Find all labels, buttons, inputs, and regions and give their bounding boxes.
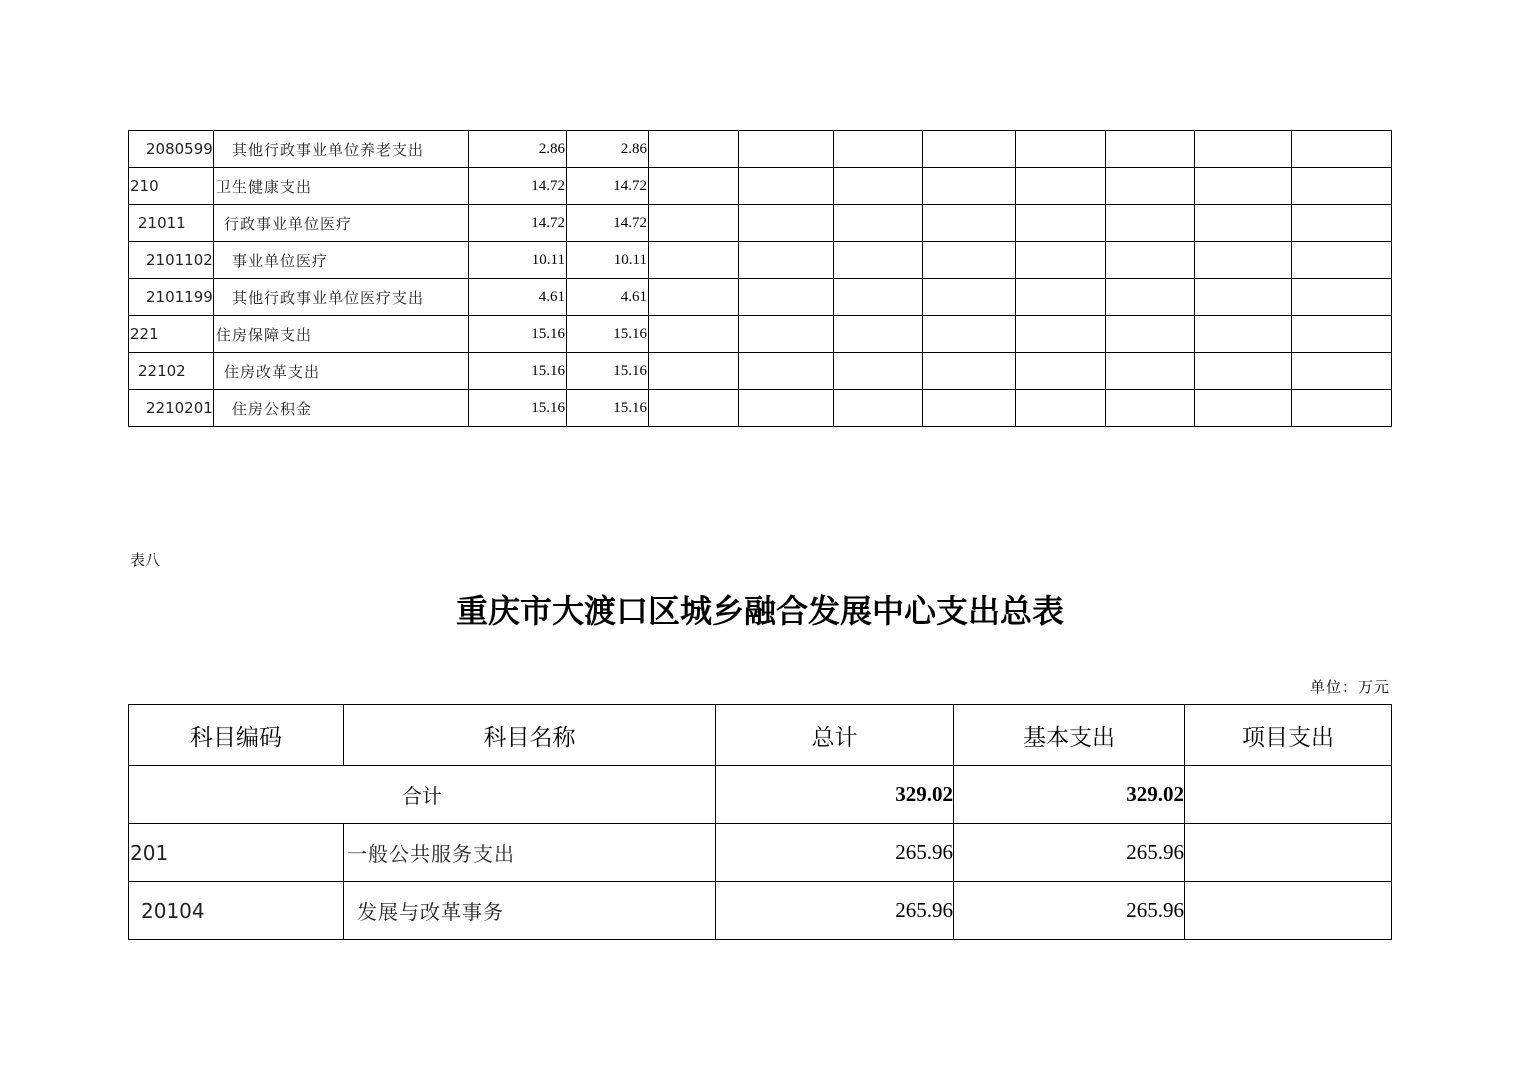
total-cell: 14.72 <box>469 168 567 205</box>
total-cell: 15.16 <box>469 353 567 390</box>
total-cell: 265.96 <box>716 882 954 940</box>
empty-cell <box>1016 168 1106 205</box>
table-row <box>129 279 1392 316</box>
subject-code-cell: 201 <box>129 824 344 882</box>
total-amount: 329.02 <box>716 766 954 824</box>
empty-cell <box>1195 168 1292 205</box>
empty-cell <box>1195 279 1292 316</box>
basic-cell: 265.96 <box>954 824 1185 882</box>
empty-cell <box>739 131 834 168</box>
empty-cell <box>649 353 739 390</box>
basic-cell: 14.72 <box>567 168 649 205</box>
project-cell <box>1185 824 1392 882</box>
empty-cell <box>1016 205 1106 242</box>
empty-cell <box>1106 168 1195 205</box>
empty-cell <box>923 242 1016 279</box>
header-row <box>129 705 1392 766</box>
empty-cell <box>1292 242 1392 279</box>
subject-name-cell: 事业单位医疗 <box>214 242 469 279</box>
basic-cell: 15.16 <box>567 390 649 427</box>
empty-cell <box>834 168 923 205</box>
total-cell: 15.16 <box>469 316 567 353</box>
basic-cell: 14.72 <box>567 205 649 242</box>
header-basic-expenditure: 基本支出 <box>954 705 1185 766</box>
subject-code-cell: 2101199 <box>129 279 214 316</box>
subject-name-cell: 一般公共服务支出 <box>344 824 716 882</box>
basic-cell: 2.86 <box>567 131 649 168</box>
empty-cell <box>1106 205 1195 242</box>
table-row <box>129 882 1392 940</box>
total-cell: 15.16 <box>469 390 567 427</box>
empty-cell <box>1106 353 1195 390</box>
empty-cell <box>739 168 834 205</box>
empty-cell <box>1016 390 1106 427</box>
empty-cell <box>1106 242 1195 279</box>
empty-cell <box>923 131 1016 168</box>
header-subject-name: 科目名称 <box>344 705 716 766</box>
empty-cell <box>1292 279 1392 316</box>
empty-cell <box>1292 205 1392 242</box>
basic-cell: 15.16 <box>567 316 649 353</box>
empty-cell <box>1292 353 1392 390</box>
basic-cell: 265.96 <box>954 882 1185 940</box>
total-cell: 2.86 <box>469 131 567 168</box>
empty-cell <box>739 390 834 427</box>
subject-name-cell: 行政事业单位医疗 <box>214 205 469 242</box>
subject-name-cell: 其他行政事业单位养老支出 <box>214 131 469 168</box>
table-number-label: 表八 <box>130 551 161 569</box>
subject-name-cell: 住房保障支出 <box>214 316 469 353</box>
subject-name-cell: 住房改革支出 <box>214 353 469 390</box>
empty-cell <box>923 390 1016 427</box>
subject-code-cell: 20104 <box>129 882 344 940</box>
basic-cell: 4.61 <box>567 279 649 316</box>
total-label: 合计 <box>129 766 716 824</box>
basic-cell: 10.11 <box>567 242 649 279</box>
empty-cell <box>923 205 1016 242</box>
empty-cell <box>1016 353 1106 390</box>
empty-cell <box>1292 390 1392 427</box>
continued-table-body <box>129 131 1392 427</box>
total-cell: 14.72 <box>469 205 567 242</box>
empty-cell <box>739 242 834 279</box>
subject-name-cell: 卫生健康支出 <box>214 168 469 205</box>
empty-cell <box>834 205 923 242</box>
subject-name-cell: 其他行政事业单位医疗支出 <box>214 279 469 316</box>
table-row <box>129 353 1392 390</box>
table-row <box>129 131 1392 168</box>
subject-code-cell: 221 <box>129 316 214 353</box>
empty-cell <box>1106 390 1195 427</box>
header-total: 总计 <box>716 705 954 766</box>
continued-expenditure-table <box>128 130 1392 427</box>
empty-cell <box>1195 205 1292 242</box>
header-project-expenditure: 项目支出 <box>1185 705 1392 766</box>
empty-cell <box>834 242 923 279</box>
empty-cell <box>739 205 834 242</box>
empty-cell <box>1016 242 1106 279</box>
empty-cell <box>1195 242 1292 279</box>
empty-cell <box>1292 316 1392 353</box>
total-cell: 4.61 <box>469 279 567 316</box>
project-cell <box>1185 882 1392 940</box>
empty-cell <box>649 205 739 242</box>
header-subject-code: 科目编码 <box>129 705 344 766</box>
empty-cell <box>1195 353 1292 390</box>
empty-cell <box>1292 168 1392 205</box>
empty-cell <box>739 353 834 390</box>
subject-name-cell: 发展与改革事务 <box>344 882 716 940</box>
subject-code-cell: 22102 <box>129 353 214 390</box>
subject-name-cell: 住房公积金 <box>214 390 469 427</box>
empty-cell <box>649 316 739 353</box>
empty-cell <box>1195 316 1292 353</box>
total-cell: 10.11 <box>469 242 567 279</box>
empty-cell <box>1016 279 1106 316</box>
basic-cell: 15.16 <box>567 353 649 390</box>
empty-cell <box>1106 279 1195 316</box>
table-row <box>129 168 1392 205</box>
empty-cell <box>834 316 923 353</box>
summary-table-body <box>129 766 1392 940</box>
empty-cell <box>1292 131 1392 168</box>
subject-code-cell: 2101102 <box>129 242 214 279</box>
empty-cell <box>1195 390 1292 427</box>
empty-cell <box>649 242 739 279</box>
subject-code-cell: 2080599 <box>129 131 214 168</box>
empty-cell <box>1106 131 1195 168</box>
total-project-amount <box>1185 766 1392 824</box>
empty-cell <box>649 390 739 427</box>
empty-cell <box>834 131 923 168</box>
table-row <box>129 824 1392 882</box>
table-row <box>129 390 1392 427</box>
table-row <box>129 205 1392 242</box>
total-cell: 265.96 <box>716 824 954 882</box>
empty-cell <box>923 316 1016 353</box>
empty-cell <box>739 279 834 316</box>
empty-cell <box>1106 316 1195 353</box>
empty-cell <box>739 316 834 353</box>
empty-cell <box>923 168 1016 205</box>
subject-code-cell: 2210201 <box>129 390 214 427</box>
empty-cell <box>1195 131 1292 168</box>
empty-cell <box>1016 131 1106 168</box>
subject-code-cell: 210 <box>129 168 214 205</box>
subject-code-cell: 21011 <box>129 205 214 242</box>
empty-cell <box>923 353 1016 390</box>
empty-cell <box>1016 316 1106 353</box>
empty-cell <box>834 390 923 427</box>
table-row <box>129 242 1392 279</box>
empty-cell <box>649 279 739 316</box>
expenditure-summary-table <box>128 704 1392 940</box>
empty-cell <box>649 131 739 168</box>
empty-cell <box>834 279 923 316</box>
total-row <box>129 766 1392 824</box>
empty-cell <box>834 353 923 390</box>
empty-cell <box>649 168 739 205</box>
table-row <box>129 316 1392 353</box>
unit-label: 单位：万元 <box>1309 678 1390 696</box>
empty-cell <box>923 279 1016 316</box>
total-basic-amount: 329.02 <box>954 766 1185 824</box>
page-title: 重庆市大渡口区城乡融合发展中心支出总表 <box>455 592 1064 630</box>
